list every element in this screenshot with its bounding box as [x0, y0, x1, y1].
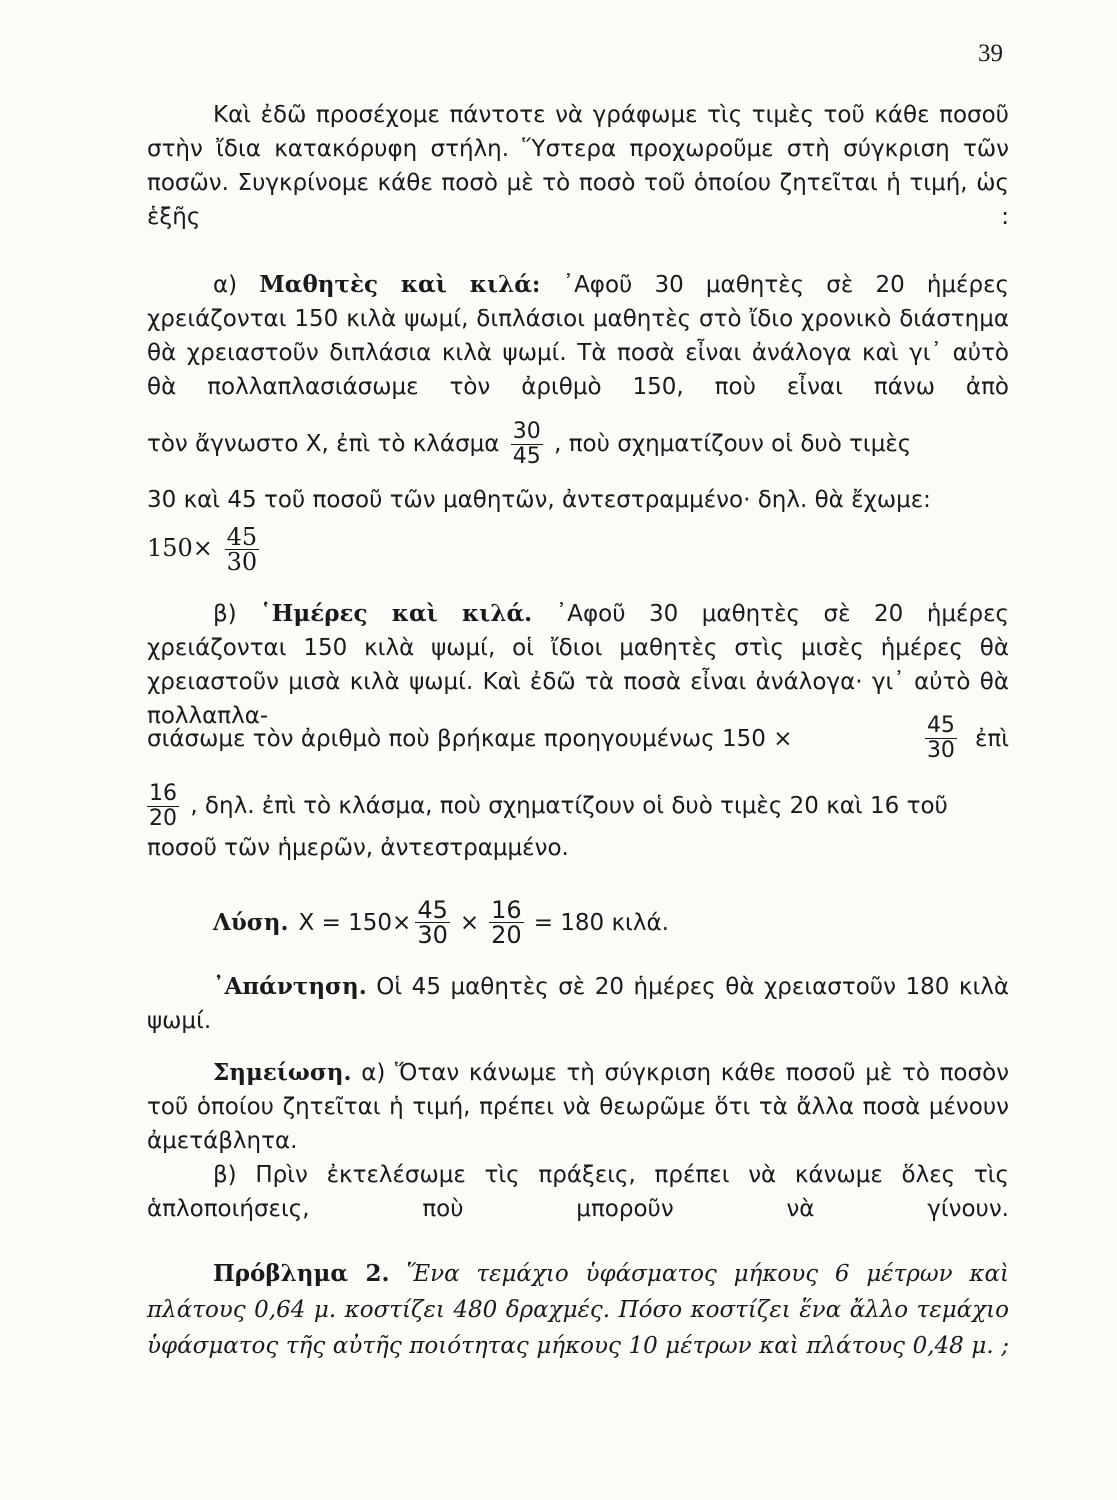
solution-label: Λύση. — [213, 909, 289, 936]
case-b-continuation — [147, 782, 1009, 865]
problem-text: Ἕνα τεμάχιο ὑφάσματος μήκους 6 μέτρων καὶ πλάτους 0,64 μ. κοστίζει 480 δραχμές. Πόσο κοστίζει ἕνα ἄλλο τεμάχιο ὑφάσματος τῆς αὐτῆς ποιότητας μήκους 10 μέτρων καὶ πλάτους 0,48 μ. ; — [147, 1261, 1010, 1359]
note-a-text: α) Ὅταν κάνωμε τὴ σύγκριση κάθε ποσοῦ μὲ τὸ ποσὸν τοῦ ὁποίου ζητεῖται ἡ τιμή, πρέπει νὰ θεωρῶμε ὅτι τὰ ἄλλα ποσὰ μένουν ἀμετάβλητα. — [147, 1060, 1009, 1154]
note-label: Σημείωση. — [213, 1059, 352, 1086]
solution-fraction-2-numerator: 16 — [491, 896, 522, 924]
problem-paragraph — [147, 1256, 1009, 1364]
case-b-fraction-1 — [925, 714, 957, 763]
solution-line — [213, 898, 669, 947]
case-b-fraction-2-denominator: 20 — [149, 806, 177, 831]
solution-fraction-2-denominator: 20 — [491, 921, 522, 949]
case-a-expression-denominator: 30 — [226, 548, 258, 576]
answer-paragraph — [147, 970, 1009, 1038]
case-a-line-after: , ποὺ σχηματίζουν οἱ δυὸ τιμὲς — [554, 431, 912, 457]
case-a-label: α) — [213, 272, 238, 298]
case-a-fraction-numerator: 30 — [512, 419, 541, 444]
note-a-paragraph — [147, 1056, 1009, 1158]
case-a-text2: 30 καὶ 45 τοῦ ποσοῦ τῶν μαθητῶν, ἀντεστραμμένο· δηλ. θὰ ἔχωμε: — [147, 487, 931, 513]
solution-times-sign: × — [459, 909, 480, 936]
intro-paragraph: Καὶ ἐδῶ προσέχομε πάντοτε νὰ γράφωμε τὶς τιμὲς τοῦ κάθε ποσοῦ στὴν ἴδια κατακόρυφη στήλη. Ὕστερα προχωροῦμε στὴ σύγκριση τῶν ποσῶν. Συγκρίνομε κάθε ποσὸ μὲ τὸ ποσὸ τοῦ ὁποίου ζητεῖται ἡ τιμή, ὡς ἑξῆς : — [147, 102, 1009, 230]
answer-text: Οἱ 45 μαθητὲς σὲ 20 ἡμέρες θὰ χρειαστοῦν 180 κιλὰ ψωμί. — [147, 974, 1009, 1034]
case-a-paragraph — [147, 268, 1009, 404]
answer-label: ᾿Απάντηση. — [213, 973, 367, 1000]
case-b-text2: , δηλ. ἐπὶ τὸ κλάσμα, ποὺ σχηματίζουν οἱ δυὸ τιμὲς 20 καὶ 16 τοῦ ποσοῦ τῶν ἡμερῶν, ἀντεστραμμένο. — [147, 793, 948, 861]
case-a-expression-fraction — [225, 525, 260, 574]
case-a-expression — [147, 525, 263, 574]
case-a-title: Μαθητὲς καὶ κιλά: — [259, 271, 541, 298]
case-b-fraction-line — [147, 714, 1009, 763]
solution-fraction-1-numerator: 45 — [417, 896, 448, 924]
page-number: 39 — [978, 40, 1003, 67]
case-b-line-after: ἐπὶ — [974, 725, 1009, 752]
case-b-fraction-1-denominator: 30 — [926, 738, 955, 763]
solution-lhs: Χ = 150× — [298, 909, 412, 936]
case-b-fraction-2 — [147, 782, 179, 831]
case-a-expression-numerator: 45 — [226, 523, 258, 551]
case-b-paragraph — [147, 597, 1009, 733]
solution-fraction-1-denominator: 30 — [417, 921, 448, 949]
case-a-fraction — [511, 420, 543, 469]
note-b-paragraph: β) Πρὶν ἐκτελέσωμε τὶς πράξεις, πρέπει νὰ κάνωμε ὅλες τὶς ἁπλοποιήσεις, ποὺ μποροῦν νὰ γίνουν. — [147, 1162, 1009, 1222]
case-b-fraction-1-numerator: 45 — [926, 713, 955, 738]
solution-result: = 180 κιλά. — [533, 909, 669, 936]
case-a-fraction-denominator: 45 — [512, 444, 541, 469]
case-a-text: ᾿Αφοῦ 30 μαθητὲς σὲ 20 ἡμέρες χρειάζονται 150 κιλὰ ψωμί, διπλάσιοι μαθητὲς στὸ ἴδιο χρονικὸ διάστημα θὰ χρειαστοῦν διπλάσια κιλὰ ψωμί. Τὰ ποσὰ εἶναι ἀνάλογα καὶ γι᾿ αὐτὸ θὰ πολλαπλασιάσωμε τὸν ἀριθμὸ 150, ποὺ εἶναι πάνω ἀπὸ — [147, 272, 1010, 400]
case-b-line-before: σιάσωμε τὸν ἀριθμὸ ποὺ βρήκαμε προηγουμένως 150 × — [147, 725, 793, 752]
problem-label: Πρόβλημα 2. — [213, 1260, 390, 1287]
solution-fraction-1 — [415, 898, 450, 947]
case-a-expression-base: 150× — [147, 534, 213, 562]
case-a-line-before: τὸν ἄγνωστο Χ, ἐπὶ τὸ κλάσμα — [147, 431, 500, 457]
case-b-fraction-2-numerator: 16 — [149, 781, 177, 806]
solution-fraction-2 — [489, 898, 524, 947]
case-b-title: ῾Ημέρες καὶ κιλά. — [260, 600, 533, 627]
case-b-text: ᾿Αφοῦ 30 μαθητὲς σὲ 20 ἡμέρες χρειάζονται 150 κιλὰ ψωμί, οἱ ἴδιοι μαθητὲς στὶς μισὲς ἡμέρες θὰ χρειαστοῦν μισὰ κιλὰ ψωμί. Καὶ ἐδῶ τὰ ποσὰ εἶναι ἀνάλογα· γι᾿ αὐτὸ θὰ πολλαπλα- — [147, 601, 1010, 729]
case-b-label: β) — [213, 601, 237, 627]
case-a-fraction-line — [147, 420, 911, 469]
